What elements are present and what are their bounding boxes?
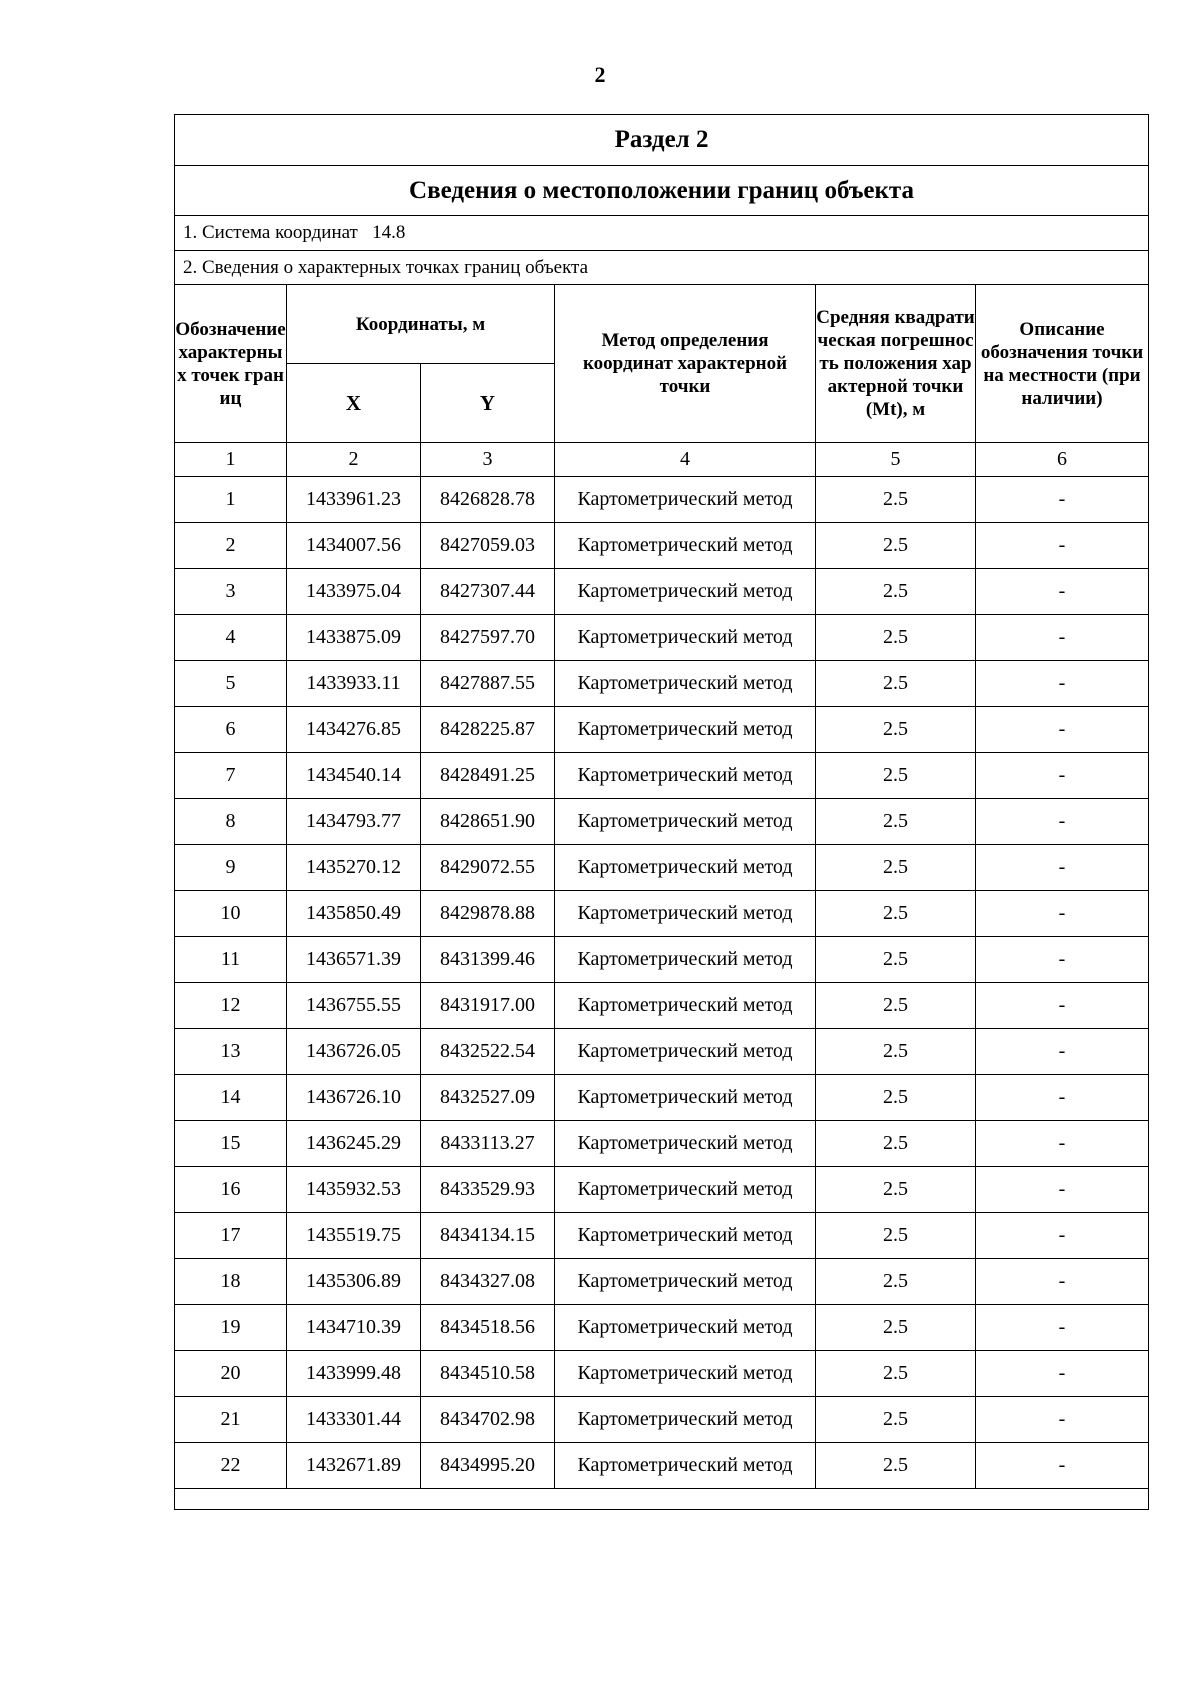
table-row	[175, 477, 1149, 523]
table-row	[175, 523, 1149, 569]
description-cell: -	[976, 891, 1149, 937]
coordinate-y: 8434134.15	[421, 1213, 555, 1259]
column-number: 6	[976, 443, 1149, 477]
description-cell: -	[976, 615, 1149, 661]
point-number: 15	[175, 1121, 287, 1167]
point-number: 4	[175, 615, 287, 661]
table-row	[175, 1351, 1149, 1397]
empty-row	[175, 1489, 1149, 1510]
description-cell: -	[976, 1351, 1149, 1397]
error-cell: 2.5	[816, 753, 976, 799]
description-cell: -	[976, 1075, 1149, 1121]
method-cell: Картометрический метод	[555, 1167, 816, 1213]
error-cell: 2.5	[816, 845, 976, 891]
coordinate-x: 1433301.44	[287, 1397, 421, 1443]
method-cell: Картометрический метод	[555, 523, 816, 569]
point-number: 14	[175, 1075, 287, 1121]
table-row	[175, 1397, 1149, 1443]
coordinate-y: 8432527.09	[421, 1075, 555, 1121]
coordinate-x: 1435306.89	[287, 1259, 421, 1305]
table-row	[175, 1443, 1149, 1489]
coordinate-y: 8434702.98	[421, 1397, 555, 1443]
error-cell: 2.5	[816, 1075, 976, 1121]
coordinate-x: 1436726.10	[287, 1075, 421, 1121]
error-cell: 2.5	[816, 477, 976, 523]
coordinate-x: 1436755.55	[287, 983, 421, 1029]
error-cell: 2.5	[816, 1029, 976, 1075]
point-number: 7	[175, 753, 287, 799]
header-error: Средняя квадратическая погрешность положения характерной точки (Mt), м	[816, 285, 976, 443]
description-cell: -	[976, 845, 1149, 891]
method-cell: Картометрический метод	[555, 1443, 816, 1489]
error-cell: 2.5	[816, 615, 976, 661]
column-number: 2	[287, 443, 421, 477]
coordinate-y: 8434327.08	[421, 1259, 555, 1305]
point-number: 10	[175, 891, 287, 937]
empty-cell	[175, 1489, 1149, 1510]
description-cell: -	[976, 1121, 1149, 1167]
coordinate-y: 8428491.25	[421, 753, 555, 799]
point-number: 16	[175, 1167, 287, 1213]
error-cell: 2.5	[816, 1443, 976, 1489]
point-number: 3	[175, 569, 287, 615]
boundary-points-table	[174, 114, 1149, 1510]
description-cell: -	[976, 569, 1149, 615]
table-row	[175, 707, 1149, 753]
coordinate-y: 8432522.54	[421, 1029, 555, 1075]
error-cell: 2.5	[816, 1121, 976, 1167]
coordinate-y: 8426828.78	[421, 477, 555, 523]
error-cell: 2.5	[816, 983, 976, 1029]
method-cell: Картометрический метод	[555, 1121, 816, 1167]
coordinate-x: 1433933.11	[287, 661, 421, 707]
coordinate-x: 1434007.56	[287, 523, 421, 569]
point-number: 22	[175, 1443, 287, 1489]
column-number: 3	[421, 443, 555, 477]
table-row	[175, 983, 1149, 1029]
description-cell: -	[976, 983, 1149, 1029]
table-row	[175, 753, 1149, 799]
point-number: 8	[175, 799, 287, 845]
error-cell: 2.5	[816, 523, 976, 569]
coordinate-x: 1434793.77	[287, 799, 421, 845]
method-cell: Картометрический метод	[555, 937, 816, 983]
coordinate-x: 1433875.09	[287, 615, 421, 661]
method-cell: Картометрический метод	[555, 1351, 816, 1397]
table-row	[175, 1305, 1149, 1351]
method-cell: Картометрический метод	[555, 707, 816, 753]
coordinate-x: 1435932.53	[287, 1167, 421, 1213]
coordinate-x: 1436245.29	[287, 1121, 421, 1167]
column-number: 4	[555, 443, 816, 477]
column-numbers-row	[175, 443, 1149, 477]
method-cell: Картометрический метод	[555, 1305, 816, 1351]
description-cell: -	[976, 707, 1149, 753]
method-cell: Картометрический метод	[555, 1075, 816, 1121]
description-cell: -	[976, 1213, 1149, 1259]
coordinate-y: 8427059.03	[421, 523, 555, 569]
coordinate-y: 8433529.93	[421, 1167, 555, 1213]
coordinate-x: 1436726.05	[287, 1029, 421, 1075]
table-row	[175, 1259, 1149, 1305]
coordinate-system-value: 14.8	[372, 222, 406, 243]
coordinate-y: 8434510.58	[421, 1351, 555, 1397]
error-cell: 2.5	[816, 1351, 976, 1397]
description-cell: -	[976, 1259, 1149, 1305]
header-coordinates: Координаты, м	[287, 285, 555, 364]
coordinate-y: 8429072.55	[421, 845, 555, 891]
coordinate-y: 8428225.87	[421, 707, 555, 753]
table-row	[175, 1075, 1149, 1121]
coordinate-system-row	[175, 216, 1149, 251]
header-method: Метод определения координат характерной точки	[555, 285, 816, 443]
coordinate-x: 1433975.04	[287, 569, 421, 615]
table-row	[175, 799, 1149, 845]
coordinate-x: 1433961.23	[287, 477, 421, 523]
point-number: 13	[175, 1029, 287, 1075]
table-row	[175, 1167, 1149, 1213]
coordinate-x: 1433999.48	[287, 1351, 421, 1397]
method-cell: Картометрический метод	[555, 1029, 816, 1075]
description-cell: -	[976, 937, 1149, 983]
header-designation: Обозначение характерных точек границ	[175, 285, 287, 443]
coordinate-y: 8429878.88	[421, 891, 555, 937]
point-number: 12	[175, 983, 287, 1029]
method-cell: Картометрический метод	[555, 615, 816, 661]
method-cell: Картометрический метод	[555, 1259, 816, 1305]
table-row	[175, 569, 1149, 615]
method-cell: Картометрический метод	[555, 477, 816, 523]
coordinate-y: 8434518.56	[421, 1305, 555, 1351]
coordinate-x: 1435270.12	[287, 845, 421, 891]
coordinate-x: 1434710.39	[287, 1305, 421, 1351]
point-number: 1	[175, 477, 287, 523]
description-cell: -	[976, 661, 1149, 707]
coordinate-y: 8434995.20	[421, 1443, 555, 1489]
coordinate-x: 1434540.14	[287, 753, 421, 799]
method-cell: Картометрический метод	[555, 983, 816, 1029]
description-cell: -	[976, 1167, 1149, 1213]
coordinate-x: 1435850.49	[287, 891, 421, 937]
header-x: X	[287, 364, 421, 443]
coordinate-system-label: 1. Система координат	[183, 222, 358, 243]
method-cell: Картометрический метод	[555, 1397, 816, 1443]
column-number: 5	[816, 443, 976, 477]
header-y: Y	[421, 364, 555, 443]
points-info-label: 2. Сведения о характерных точках границ объекта	[175, 251, 1149, 285]
coordinate-y: 8428651.90	[421, 799, 555, 845]
point-number: 19	[175, 1305, 287, 1351]
method-cell: Картометрический метод	[555, 753, 816, 799]
point-number: 21	[175, 1397, 287, 1443]
point-number: 11	[175, 937, 287, 983]
coordinate-y: 8427887.55	[421, 661, 555, 707]
description-cell: -	[976, 477, 1149, 523]
table-row	[175, 891, 1149, 937]
coordinate-y: 8431917.00	[421, 983, 555, 1029]
point-number: 18	[175, 1259, 287, 1305]
coordinate-x: 1435519.75	[287, 1213, 421, 1259]
table-row	[175, 661, 1149, 707]
error-cell: 2.5	[816, 1259, 976, 1305]
table-row	[175, 937, 1149, 983]
error-cell: 2.5	[816, 569, 976, 615]
table-row	[175, 845, 1149, 891]
error-cell: 2.5	[816, 891, 976, 937]
table-row	[175, 615, 1149, 661]
description-cell: -	[976, 1443, 1149, 1489]
method-cell: Картометрический метод	[555, 891, 816, 937]
description-cell: -	[976, 1397, 1149, 1443]
method-cell: Картометрический метод	[555, 845, 816, 891]
column-number: 1	[175, 443, 287, 477]
error-cell: 2.5	[816, 937, 976, 983]
table-row	[175, 1213, 1149, 1259]
method-cell: Картометрический метод	[555, 1213, 816, 1259]
point-number: 2	[175, 523, 287, 569]
coordinate-x: 1436571.39	[287, 937, 421, 983]
coordinate-y: 8427307.44	[421, 569, 555, 615]
section-subtitle: Сведения о местоположении границ объекта	[175, 166, 1149, 216]
error-cell: 2.5	[816, 661, 976, 707]
table-body	[175, 115, 1149, 1510]
point-number: 9	[175, 845, 287, 891]
point-number: 5	[175, 661, 287, 707]
method-cell: Картометрический метод	[555, 661, 816, 707]
error-cell: 2.5	[816, 1397, 976, 1443]
coordinate-x: 1432671.89	[287, 1443, 421, 1489]
point-number: 20	[175, 1351, 287, 1397]
error-cell: 2.5	[816, 707, 976, 753]
page-number: 2	[594, 62, 606, 87]
error-cell: 2.5	[816, 1213, 976, 1259]
coordinate-y: 8427597.70	[421, 615, 555, 661]
description-cell: -	[976, 799, 1149, 845]
point-number: 17	[175, 1213, 287, 1259]
method-cell: Картометрический метод	[555, 569, 816, 615]
header-description: Описание обозначения точки на местности (при наличии)	[976, 285, 1149, 443]
coordinate-y: 8431399.46	[421, 937, 555, 983]
description-cell: -	[976, 1029, 1149, 1075]
method-cell: Картометрический метод	[555, 799, 816, 845]
point-number: 6	[175, 707, 287, 753]
coordinate-x: 1434276.85	[287, 707, 421, 753]
error-cell: 2.5	[816, 1167, 976, 1213]
error-cell: 2.5	[816, 799, 976, 845]
section-title: Раздел 2	[175, 115, 1149, 166]
table-row	[175, 1029, 1149, 1075]
description-cell: -	[976, 1305, 1149, 1351]
description-cell: -	[976, 753, 1149, 799]
description-cell: -	[976, 523, 1149, 569]
coordinate-y: 8433113.27	[421, 1121, 555, 1167]
table-row	[175, 1121, 1149, 1167]
error-cell: 2.5	[816, 1305, 976, 1351]
